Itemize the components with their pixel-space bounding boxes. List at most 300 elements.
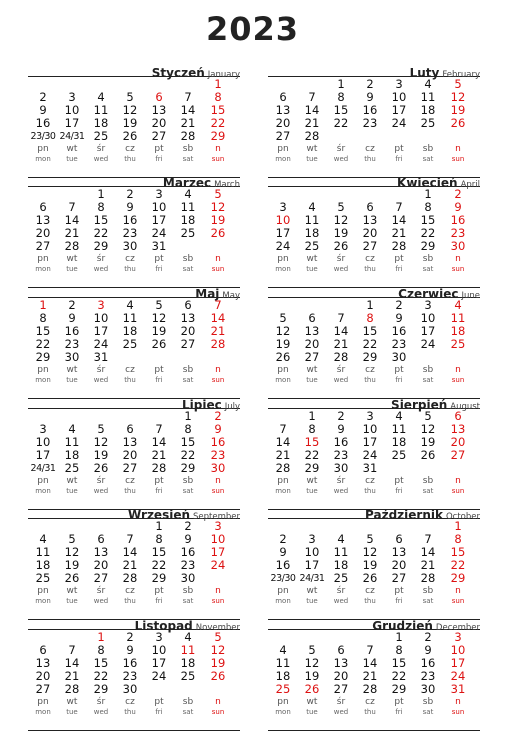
day-cell: 5: [97, 422, 105, 436]
day-cell: 5: [366, 532, 374, 546]
day-cell: 21: [420, 558, 436, 572]
day-cell: 13: [151, 103, 167, 117]
day-cell: 7: [68, 200, 76, 214]
day-cell: 17: [420, 324, 436, 338]
day-cell: 14: [304, 103, 320, 117]
weekday-label-en: wed: [93, 265, 109, 273]
weekday-label-en: sun: [451, 265, 465, 273]
day-cell: 5: [126, 90, 134, 104]
day-cell: 2: [126, 187, 134, 201]
weekday-label-en: thu: [124, 708, 136, 716]
weekday-label-pl: śr: [336, 476, 346, 486]
day-cell: 26: [122, 129, 138, 143]
day-cell: 23: [122, 226, 138, 240]
day-cell: 21: [64, 669, 80, 683]
day-cell: 12: [64, 545, 80, 559]
weekday-label-en: fri: [155, 487, 163, 495]
day-cell: 10: [420, 311, 436, 325]
day-cell: 27: [391, 571, 407, 585]
day-cell: 23: [420, 669, 436, 683]
weekday-label-en: mon: [275, 708, 291, 716]
weekday-label-en: wed: [333, 376, 349, 384]
weekday-label-en: fri: [395, 597, 403, 605]
day-cell: 23: [450, 226, 466, 240]
day-cell: 31: [362, 461, 378, 475]
day-cell: 24: [362, 448, 378, 462]
weekday-label-pl: n: [455, 144, 461, 154]
day-cell: 9: [126, 643, 134, 657]
day-cell: 12: [304, 656, 320, 670]
day-cell: 11: [180, 643, 196, 657]
day-cell: 17: [450, 656, 466, 670]
day-cell: 6: [454, 409, 462, 423]
weekday-label-pl: n: [455, 586, 461, 596]
month-name-pl: Lipiec: [181, 398, 222, 412]
day-cell: 23: [210, 448, 226, 462]
weekday-label-en: tue: [66, 597, 78, 605]
day-cell: 12: [275, 324, 291, 338]
day-cell: 31: [450, 682, 466, 696]
day-cell: 11: [180, 200, 196, 214]
day-cell: 15: [304, 435, 320, 449]
day-cell: 1: [308, 409, 316, 423]
weekday-label-en: fri: [155, 708, 163, 716]
day-cell: 22: [391, 669, 407, 683]
day-cell: 27: [362, 239, 378, 253]
day-cell: 28: [275, 461, 291, 475]
day-cell: 12: [151, 311, 167, 325]
weekday-label-pl: pt: [154, 476, 164, 486]
day-cell: 1: [155, 519, 163, 533]
day-cell: 4: [184, 630, 192, 644]
day-cell: 24: [151, 226, 167, 240]
day-cell: 31: [151, 239, 167, 253]
day-cell: 8: [395, 643, 403, 657]
day-cell: 11: [420, 90, 436, 104]
weekday-label-en: sun: [451, 487, 465, 495]
day-cell: 26: [64, 571, 80, 585]
weekday-label-en: mon: [275, 597, 291, 605]
day-cell: 8: [454, 532, 462, 546]
day-cell: 27: [93, 571, 109, 585]
day-cell: 30: [210, 461, 226, 475]
weekday-label-pl: n: [455, 254, 461, 264]
day-cell: 18: [35, 558, 51, 572]
month-name-en: June: [461, 291, 480, 301]
day-cell: 20: [151, 116, 167, 130]
weekday-label-en: fri: [155, 376, 163, 384]
day-cell: 10: [151, 200, 167, 214]
day-cell: 6: [337, 643, 345, 657]
weekday-label-en: sat: [422, 155, 434, 163]
month-header: [28, 504, 240, 522]
day-cell: 13: [304, 324, 320, 338]
day-cell: 31: [93, 350, 109, 364]
day-cell: 4: [395, 409, 403, 423]
day-cell: 12: [122, 103, 138, 117]
day-cell: 4: [279, 643, 287, 657]
day-cell: 20: [35, 226, 51, 240]
day-cell: 13: [93, 545, 109, 559]
weekday-label-en: mon: [275, 487, 291, 495]
weekday-label-pl: pt: [394, 365, 404, 375]
weekday-label-en: tue: [66, 708, 78, 716]
day-cell: 12: [450, 90, 466, 104]
day-cell: 23: [333, 448, 349, 462]
weekday-label-pl: śr: [96, 254, 106, 264]
day-cell: 17: [35, 448, 51, 462]
weekday-label-en: mon: [275, 155, 291, 163]
day-cell: 5: [155, 298, 163, 312]
weekday-label-pl: pn: [37, 697, 49, 707]
day-cell: 20: [333, 669, 349, 683]
weekday-label-pl: cz: [125, 254, 135, 264]
month-header: [28, 283, 240, 301]
month-july: [28, 394, 240, 510]
day-cell: 29: [420, 239, 436, 253]
month-november: [28, 615, 240, 731]
weekday-label-en: sat: [422, 597, 434, 605]
day-cell: 18: [304, 226, 320, 240]
day-cell: 13: [35, 656, 51, 670]
weekday-label-en: fri: [155, 597, 163, 605]
day-cell: 5: [337, 200, 345, 214]
month-name-pl: Styczeń: [151, 66, 205, 80]
weekday-label-en: sat: [422, 265, 434, 273]
weekday-label-pl: cz: [365, 697, 375, 707]
day-cell: 1: [337, 77, 345, 91]
day-cell: 5: [68, 532, 76, 546]
day-cell: 5: [308, 643, 316, 657]
month-divider: [28, 730, 240, 731]
day-cell: 4: [184, 187, 192, 201]
weekday-label-en: mon: [275, 376, 291, 384]
day-cell: 3: [454, 630, 462, 644]
day-cell: 8: [184, 422, 192, 436]
weekday-label-pl: śr: [336, 365, 346, 375]
day-cell: 20: [362, 226, 378, 240]
day-cell: 23: [391, 337, 407, 351]
day-cell: 21: [275, 448, 291, 462]
weekday-label-pl: sb: [422, 697, 434, 707]
day-cell: 30: [333, 461, 349, 475]
weekday-label-en: mon: [275, 265, 291, 273]
day-cell: 23: [180, 558, 196, 572]
weekday-label-en: sun: [211, 265, 225, 273]
month-may: [28, 283, 240, 399]
day-cell: 26: [304, 682, 320, 696]
weekday-label-en: sun: [211, 487, 225, 495]
day-cell: 27: [35, 239, 51, 253]
day-cell: 16: [180, 545, 196, 559]
weekday-label-pl: pt: [394, 254, 404, 264]
day-cell: 12: [420, 422, 436, 436]
day-cell: 3: [308, 532, 316, 546]
day-cell: 2: [184, 519, 192, 533]
day-cell: 25: [35, 571, 51, 585]
weekday-label-pl: wt: [66, 144, 78, 154]
day-cell: 1: [184, 409, 192, 423]
day-cell: 18: [64, 448, 80, 462]
weekday-label-en: sat: [422, 487, 434, 495]
weekday-label-pl: pt: [394, 476, 404, 486]
day-cell: 21: [122, 558, 138, 572]
day-cell: 7: [308, 90, 316, 104]
day-cell: 6: [97, 532, 105, 546]
day-cell: 11: [450, 311, 466, 325]
month-header: [268, 62, 480, 80]
day-cell: 6: [395, 532, 403, 546]
weekday-label-en: wed: [333, 597, 349, 605]
day-cell: 15: [93, 656, 109, 670]
day-cell: 2: [337, 409, 345, 423]
year-title: 2023: [205, 10, 300, 48]
weekday-label-pl: pt: [154, 586, 164, 596]
day-cell: 16: [362, 103, 378, 117]
weekday-label-pl: wt: [306, 586, 318, 596]
day-cell: 8: [337, 90, 345, 104]
weekday-label-en: thu: [124, 376, 136, 384]
day-cell: 18: [122, 324, 138, 338]
day-cell: 1: [97, 187, 105, 201]
day-cell: 25: [64, 461, 80, 475]
day-cell: 9: [39, 103, 47, 117]
day-cell: 21: [391, 226, 407, 240]
day-cell: 12: [210, 200, 226, 214]
day-cell: 15: [180, 435, 196, 449]
day-cell: 30: [122, 239, 138, 253]
day-cell: 21: [210, 324, 226, 338]
weekday-label-en: wed: [93, 376, 109, 384]
day-cell: 8: [97, 643, 105, 657]
weekday-label-en: sat: [182, 155, 194, 163]
weekday-label-en: wed: [333, 155, 349, 163]
day-cell: 14: [210, 311, 226, 325]
day-cell: 11: [333, 545, 349, 559]
day-cell: 29: [93, 239, 109, 253]
day-cell: 24/31: [30, 463, 56, 474]
day-cell: 22: [35, 337, 51, 351]
day-cell: 13: [391, 545, 407, 559]
day-cell: 3: [155, 630, 163, 644]
day-cell: 25: [333, 571, 349, 585]
day-cell: 11: [122, 311, 138, 325]
day-cell: 15: [210, 103, 226, 117]
day-cell: 20: [180, 324, 196, 338]
weekday-label-pl: wt: [306, 476, 318, 486]
day-cell: 16: [275, 558, 291, 572]
day-cell: 21: [180, 116, 196, 130]
weekday-label-pl: pn: [277, 144, 289, 154]
day-cell: 13: [122, 435, 138, 449]
day-cell: 4: [97, 90, 105, 104]
weekday-label-en: mon: [35, 265, 51, 273]
weekday-label-pl: cz: [125, 586, 135, 596]
day-cell: 4: [126, 298, 134, 312]
day-cell: 24: [450, 669, 466, 683]
day-cell: 27: [151, 129, 167, 143]
day-cell: 11: [64, 435, 80, 449]
weekday-label-pl: n: [215, 586, 221, 596]
day-cell: 22: [304, 448, 320, 462]
day-cell: 28: [304, 129, 320, 143]
day-cell: 14: [151, 435, 167, 449]
weekday-label-en: thu: [364, 376, 376, 384]
day-cell: 17: [210, 545, 226, 559]
day-cell: 6: [308, 311, 316, 325]
day-cell: 26: [333, 239, 349, 253]
day-cell: 10: [64, 103, 80, 117]
weekday-label-en: thu: [124, 155, 136, 163]
weekday-label-en: sat: [182, 265, 194, 273]
day-cell: 3: [395, 77, 403, 91]
month-name-pl: Czerwiec: [398, 287, 459, 301]
day-cell: 9: [68, 311, 76, 325]
day-cell: 21: [151, 448, 167, 462]
month-name-pl: Luty: [409, 66, 440, 80]
day-cell: 30: [391, 350, 407, 364]
day-cell: 2: [214, 409, 222, 423]
weekday-label-pl: śr: [336, 586, 346, 596]
day-cell: 29: [391, 682, 407, 696]
day-cell: 25: [93, 129, 109, 143]
day-cell: 24: [275, 239, 291, 253]
day-cell: 16: [333, 435, 349, 449]
day-cell: 24: [420, 337, 436, 351]
day-cell: 28: [180, 129, 196, 143]
day-cell: 10: [93, 311, 109, 325]
month-name-en: July: [224, 402, 240, 412]
day-cell: 16: [64, 324, 80, 338]
month-name-pl: Maj: [195, 287, 220, 301]
weekday-label-pl: pn: [37, 365, 49, 375]
day-cell: 7: [337, 311, 345, 325]
month-name-pl: Grudzień: [372, 619, 433, 633]
day-cell: 12: [333, 213, 349, 227]
day-cell: 7: [68, 643, 76, 657]
month-name-en: March: [214, 180, 240, 190]
day-cell: 10: [450, 643, 466, 657]
weekday-label-pl: śr: [336, 144, 346, 154]
day-cell: 20: [122, 448, 138, 462]
weekday-label-pl: śr: [96, 586, 106, 596]
day-cell: 20: [391, 558, 407, 572]
day-cell: 8: [97, 200, 105, 214]
day-cell: 23: [64, 337, 80, 351]
day-cell: 17: [275, 226, 291, 240]
weekday-label-en: sat: [422, 376, 434, 384]
month-header: [268, 283, 480, 301]
day-cell: 1: [97, 630, 105, 644]
weekday-label-en: sat: [182, 487, 194, 495]
weekday-label-pl: wt: [306, 365, 318, 375]
day-cell: 27: [180, 337, 196, 351]
day-cell: 9: [126, 200, 134, 214]
day-cell: 17: [64, 116, 80, 130]
month-december: [268, 615, 480, 731]
day-cell: 26: [151, 337, 167, 351]
weekday-label-pl: cz: [365, 476, 375, 486]
day-cell: 16: [35, 116, 51, 130]
day-cell: 9: [337, 422, 345, 436]
weekday-label-en: mon: [35, 155, 51, 163]
day-cell: 24/31: [299, 573, 325, 584]
day-cell: 10: [275, 213, 291, 227]
weekday-label-en: wed: [333, 265, 349, 273]
day-cell: 11: [391, 422, 407, 436]
weekday-label-en: sat: [422, 708, 434, 716]
weekday-label-pl: pn: [277, 697, 289, 707]
weekday-label-pl: n: [455, 365, 461, 375]
day-cell: 1: [395, 630, 403, 644]
day-cell: 28: [420, 571, 436, 585]
day-cell: 2: [395, 298, 403, 312]
day-cell: 15: [450, 545, 466, 559]
weekday-label-pl: n: [215, 697, 221, 707]
weekday-label-en: sun: [211, 597, 225, 605]
day-cell: 22: [450, 558, 466, 572]
day-cell: 29: [151, 571, 167, 585]
day-cell: 19: [93, 448, 109, 462]
weekday-label-en: fri: [395, 376, 403, 384]
weekday-label-en: wed: [93, 597, 109, 605]
day-cell: 6: [126, 422, 134, 436]
day-cell: 21: [333, 337, 349, 351]
day-cell: 20: [304, 337, 320, 351]
month-header: [28, 615, 240, 633]
day-cell: 3: [366, 409, 374, 423]
day-cell: 25: [420, 116, 436, 130]
weekday-label-pl: wt: [66, 586, 78, 596]
weekday-label-pl: wt: [306, 144, 318, 154]
day-cell: 9: [454, 200, 462, 214]
weekday-label-en: fri: [395, 708, 403, 716]
weekday-label-pl: pn: [277, 254, 289, 264]
day-cell: 19: [64, 558, 80, 572]
weekday-label-en: tue: [66, 265, 78, 273]
day-cell: 8: [424, 200, 432, 214]
weekday-label-en: sun: [211, 376, 225, 384]
weekday-label-en: mon: [35, 487, 51, 495]
day-cell: 19: [122, 116, 138, 130]
day-cell: 9: [366, 90, 374, 104]
day-cell: 4: [454, 298, 462, 312]
weekday-label-pl: sb: [422, 254, 434, 264]
month-name-en: August: [450, 402, 480, 412]
month-header: [268, 615, 480, 633]
day-cell: 24: [93, 337, 109, 351]
weekday-label-en: wed: [333, 708, 349, 716]
month-header: [28, 394, 240, 412]
month-name-en: May: [222, 291, 240, 301]
day-cell: 8: [366, 311, 374, 325]
day-cell: 18: [391, 435, 407, 449]
day-cell: 21: [304, 116, 320, 130]
month-name-pl: Listopad: [134, 619, 193, 633]
weekday-label-pl: cz: [365, 254, 375, 264]
month-name-en: November: [195, 623, 240, 633]
month-march: [28, 172, 240, 288]
day-cell: 29: [304, 461, 320, 475]
day-cell: 6: [39, 643, 47, 657]
day-cell: 1: [454, 519, 462, 533]
day-cell: 16: [420, 656, 436, 670]
day-cell: 14: [180, 103, 196, 117]
day-cell: 27: [35, 682, 51, 696]
day-cell: 9: [395, 311, 403, 325]
day-cell: 6: [155, 90, 163, 104]
day-cell: 15: [93, 213, 109, 227]
